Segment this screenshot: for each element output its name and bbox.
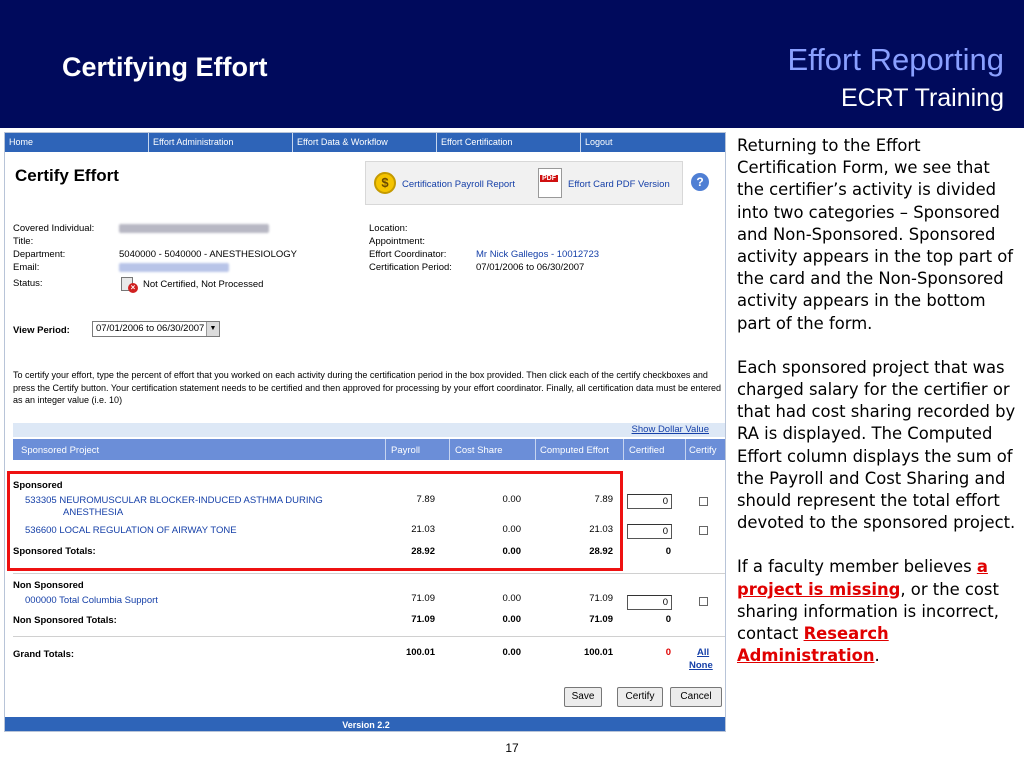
help-icon[interactable]: ? xyxy=(691,173,709,191)
top-nav xyxy=(5,133,726,152)
cost-share-value: 0.00 xyxy=(502,524,521,535)
not-certified-icon: × xyxy=(119,277,139,293)
instructions-text: To certify your effort, type the percent of effort that you worked on each activity during the certification period in the box provided. Then click each of the certify checkboxes and press the Certify button. Your certification statement needs to be certified and then approved for processing by your effort coordinator. Finally, all certification data must be entered as an integer value (i.e. 10) xyxy=(13,370,722,405)
computed-effort-value: 21.03 xyxy=(589,524,613,535)
certified-percent-input[interactable]: 0 xyxy=(627,494,672,509)
sponsored-project-536600[interactable]: 536600 LOCAL REGULATION OF AIRWAY TONE xyxy=(25,525,237,536)
non-sponsored-total-payroll: 71.09 xyxy=(411,614,435,625)
payroll-value: 71.09 xyxy=(411,593,435,604)
table-toolbar xyxy=(13,423,725,437)
non-sponsored-total-cost-share: 0.00 xyxy=(502,614,521,625)
sponsored-total-computed: 28.92 xyxy=(589,546,613,557)
sponsored-total-payroll: 28.92 xyxy=(411,546,435,557)
grand-total-cost-share: 0.00 xyxy=(502,647,521,658)
non-sponsored-total-computed: 71.09 xyxy=(589,614,613,625)
certify-checkbox[interactable] xyxy=(699,526,708,535)
slide-header xyxy=(0,0,1024,128)
non-sponsored-project-000000[interactable]: 000000 Total Columbia Support xyxy=(25,595,158,606)
status-value: Not Certified, Not Processed xyxy=(143,279,264,290)
certified-percent-input[interactable]: 0 xyxy=(627,595,672,610)
nav-logout[interactable]: Logout xyxy=(585,137,613,147)
col-cost-share: Cost Share xyxy=(455,445,503,456)
save-button[interactable]: Save xyxy=(564,687,602,707)
department-label: Department: xyxy=(13,249,66,260)
view-period-label: View Period: xyxy=(13,325,70,336)
select-none-link[interactable]: None xyxy=(689,660,713,671)
sponsored-total-cost-share: 0.00 xyxy=(502,546,521,557)
cost-share-value: 0.00 xyxy=(502,494,521,505)
computed-effort-value: 71.09 xyxy=(589,593,613,604)
slide-title: Certifying Effort xyxy=(62,52,268,82)
side-p3-mid: , or the cost sharing information is incorrect, contact xyxy=(737,579,999,644)
dollar-coin-icon[interactable]: $ xyxy=(374,172,396,194)
col-computed-effort: Computed Effort xyxy=(540,445,610,456)
side-paragraph-3 xyxy=(737,556,1017,667)
sponsored-totals-label: Sponsored Totals: xyxy=(13,546,96,557)
page-number: 17 xyxy=(505,741,519,755)
effort-card-pdf-button[interactable]: Effort Card PDF Version xyxy=(568,179,670,190)
sponsored-project-533305-line2[interactable]: ANESTHESIA xyxy=(63,507,124,518)
page-title: Certify Effort xyxy=(15,166,119,185)
sponsored-section-header: Sponsored xyxy=(13,480,63,491)
payroll-value: 7.89 xyxy=(416,494,435,505)
side-notes xyxy=(737,135,1017,689)
app-screenshot xyxy=(4,132,726,732)
report-buttons xyxy=(365,161,683,205)
side-p3-post: . xyxy=(874,646,880,666)
brand-subtitle: ECRT Training xyxy=(840,84,1004,112)
status-label: Status: xyxy=(13,278,43,289)
nav-effort-data-workflow[interactable]: Effort Data & Workflow xyxy=(293,133,437,152)
certification-payroll-report-button[interactable]: Certification Payroll Report xyxy=(402,179,515,190)
col-payroll: Payroll xyxy=(391,445,421,456)
view-period-select[interactable] xyxy=(92,321,220,337)
covered-individual-label: Covered Individual: xyxy=(13,223,95,234)
email-label: Email: xyxy=(13,262,40,273)
sponsored-highlight-box xyxy=(7,471,623,571)
side-paragraph-2: Each sponsored project that was charged salary for the certifier or that had cost sharing recorded by RA is displayed. The Computed Effort column displays the sum of the Payroll and Cost Sharing and should represent the total effort devoted to the sponsored project. xyxy=(737,357,1016,533)
appointment-label: Appointment: xyxy=(369,236,425,247)
table-header xyxy=(13,439,725,460)
effort-coordinator-value[interactable]: Mr Nick Gallegos - 10012723 xyxy=(476,249,600,260)
pdf-icon[interactable] xyxy=(538,168,562,198)
certified-percent-input[interactable]: 0 xyxy=(627,524,672,539)
certify-button[interactable]: Certify xyxy=(617,687,663,707)
grand-total-payroll: 100.01 xyxy=(405,647,435,658)
non-sponsored-totals-label: Non Sponsored Totals: xyxy=(13,615,117,626)
view-period-selected: 07/01/2006 to 06/30/2007 xyxy=(96,323,205,334)
brand-title: Effort Reporting xyxy=(787,42,1004,77)
col-sponsored-project: Sponsored Project xyxy=(21,445,100,456)
col-certify: Certify xyxy=(689,445,717,456)
non-sponsored-section-header: Non Sponsored xyxy=(13,580,84,591)
certification-period-label: Certification Period: xyxy=(369,262,452,273)
chevron-down-icon[interactable]: ▼ xyxy=(206,322,219,336)
covered-individual-blurred xyxy=(119,224,269,233)
title-label: Title: xyxy=(13,236,34,247)
side-p3-pre: If a faculty member believes xyxy=(737,557,977,577)
cost-share-value: 0.00 xyxy=(502,593,521,604)
nav-effort-administration[interactable]: Effort Administration xyxy=(149,133,293,152)
version-footer: Version 2.2 xyxy=(5,717,726,732)
cancel-button[interactable]: Cancel xyxy=(670,687,722,707)
select-all-link[interactable]: All xyxy=(697,647,710,658)
research-administration-link[interactable]: Research Administration xyxy=(737,624,889,666)
project-missing-link[interactable]: a project is missing xyxy=(737,557,988,599)
certify-checkbox[interactable] xyxy=(699,497,708,506)
nav-home[interactable]: Home xyxy=(5,133,149,152)
show-dollar-value-link[interactable]: Show Dollar Value xyxy=(631,424,709,435)
grand-total-certified: 0 xyxy=(665,647,671,658)
computed-effort-value: 7.89 xyxy=(594,494,613,505)
effort-coordinator-label: Effort Coordinator: xyxy=(369,249,447,260)
sponsored-total-certified: 0 xyxy=(665,546,671,557)
grand-totals-label: Grand Totals: xyxy=(13,649,75,660)
col-certified: Certified xyxy=(629,445,665,456)
email-blurred xyxy=(119,263,229,272)
certification-period-value: 07/01/2006 to 06/30/2007 xyxy=(476,262,585,273)
certify-checkbox[interactable] xyxy=(699,597,708,606)
department-value: 5040000 - 5040000 - ANESTHESIOLOGY xyxy=(119,249,297,260)
grand-total-computed: 100.01 xyxy=(583,647,613,658)
location-label: Location: xyxy=(369,223,408,234)
sponsored-project-533305[interactable]: 533305 NEUROMUSCULAR BLOCKER-INDUCED ASTHMA DURING xyxy=(25,495,323,506)
side-paragraph-1: Returning to the Effort Certification Form, we see that the certifier’s activity is divided into two categories – Sponsored and Non-Sponsored. Sponsored activity appears in the top part of the card and the Non-Sponsored activity appears in the bottom part of the form. xyxy=(737,136,1014,333)
nav-effort-certification[interactable]: Effort Certification xyxy=(437,133,581,152)
payroll-value: 21.03 xyxy=(411,524,435,535)
non-sponsored-total-certified: 0 xyxy=(665,614,671,625)
